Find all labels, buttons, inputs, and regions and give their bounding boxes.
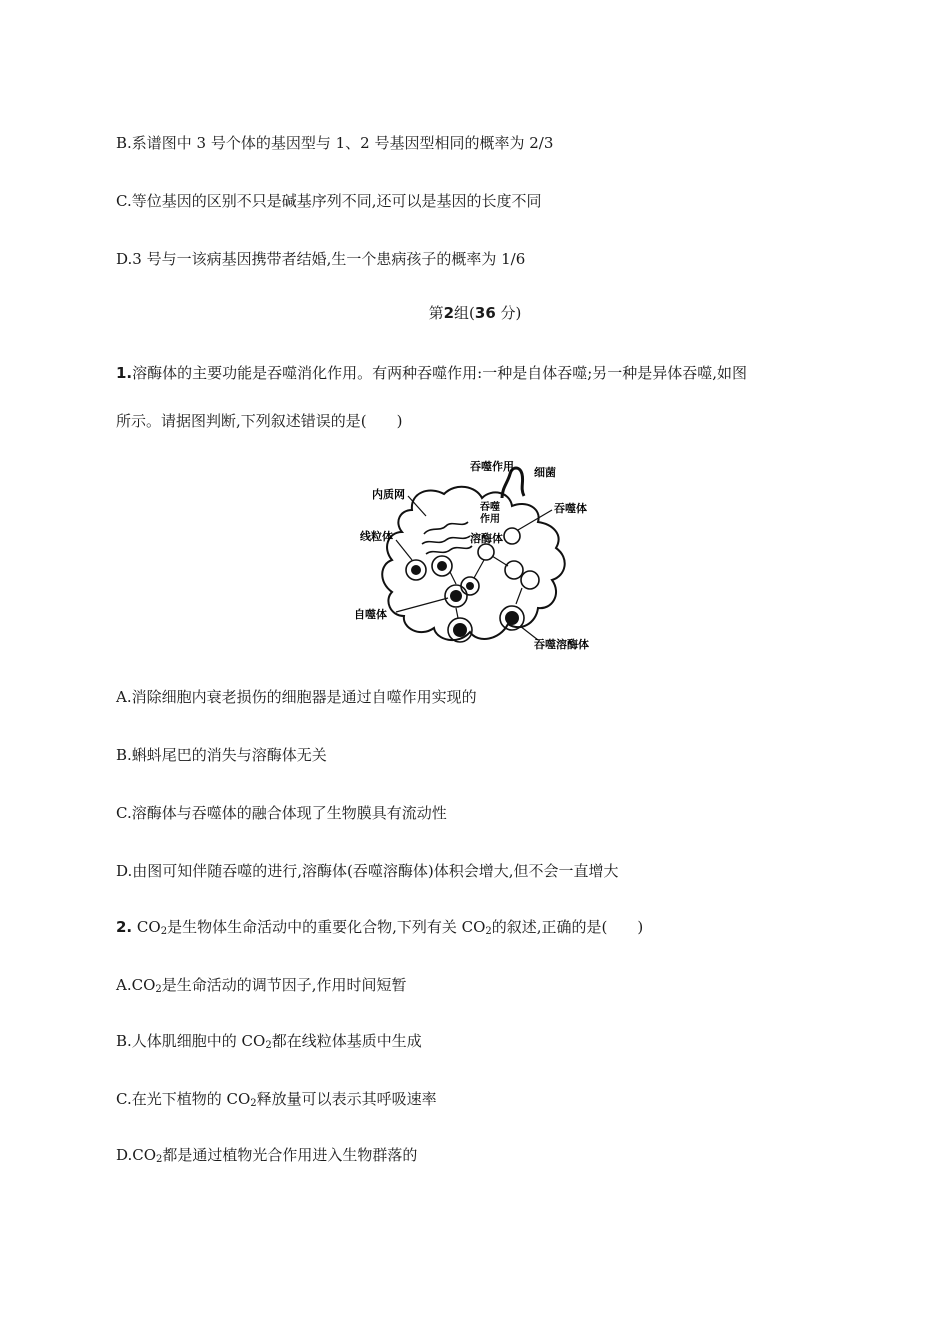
q2-option-b-post: 都在线粒体基质中生成 [271,1032,422,1050]
q2-sub-2: 2 [485,926,492,937]
label-mitochondria: 线粒体 [360,530,393,543]
label-phago-small-2: 作用 [480,514,500,525]
q2-stem-b: 是生物体生命活动中的重要化合物,下列有关 CO [167,918,486,936]
q2-sub-1: 2 [160,926,168,937]
vesicle-2 [521,571,539,589]
vesicle-1 [505,561,523,579]
q1-option-c: C.溶酶体与吞噬体的融合体现了生物膜具有流动性 [116,804,447,822]
section-score: 36 [474,304,496,322]
q1-stem-line1 [116,362,747,383]
er-shape [422,522,472,554]
q2-option-c-pre: C.在光下植物的 CO [116,1090,251,1108]
q1-option-a: A.消除细胞内衰老损伤的细胞器是通过自噬作用实现的 [116,688,477,706]
label-phagosome: 吞噬体 [554,502,587,515]
label-phago-small-1: 吞噬 [480,502,500,513]
q1-option-b: B.蝌蚪尾巴的消失与溶酶体无关 [116,746,327,764]
label-er: 内质网 [372,488,405,501]
label-phagocytosis: 吞噬作用 [470,460,514,473]
q2-number: 2. [116,918,133,936]
label-lysosome: 溶酶体 [470,532,503,545]
q1-option-d: D.由图可知伴随吞噬的进行,溶酶体(吞噬溶酶体)体积会增大,但不会一直增大 [116,862,619,880]
q2-option-c-sub: 2 [250,1098,257,1109]
q2-option-c-post: 释放量可以表示其呼吸速率 [256,1090,437,1108]
cell-membrane [382,487,564,640]
section-number: 2 [443,304,455,322]
q2-option-d-sub: 2 [156,1154,163,1165]
q2-stem-c: 的叙述,正确的是( ) [491,918,644,936]
label-autophagosome: 自噬体 [354,608,387,621]
q1-number: 1. [116,364,133,382]
q2-option-d [116,1144,417,1165]
q2-option-a-pre: A.CO [116,976,156,994]
q1-stem-line2: 所示。请据图判断,下列叙述错误的是( ) [116,412,403,430]
section-mid: 组( [454,304,475,322]
option-d-top: D.3 号与一该病基因携带者结婚,生一个患病孩子的概率为 1/6 [116,250,526,268]
q2-stem-a: CO [132,918,161,936]
phagosome [504,528,520,544]
option-c-top: C.等位基因的区别不只是碱基序列不同,还可以是基因的长度不同 [116,192,542,210]
q2-option-b-pre: B.人体肌细胞中的 CO [116,1032,266,1050]
q2-stem [116,916,643,937]
q1-text-1: 溶酶体的主要功能是吞噬消化作用。有两种吞噬作用:一种是自体吞噬;另一种是异体吞噬,如图 [132,364,748,382]
q2-option-a-post: 是生命活动的调节因子,作用时间短暂 [161,976,407,994]
lysosome [478,544,494,560]
q2-option-b-sub: 2 [265,1040,272,1051]
q2-option-b [116,1030,422,1051]
lysosome-figure [352,452,602,662]
q2-option-a [116,974,407,995]
q2-option-d-post: 都是通过植物光合作用进入生物群落的 [162,1146,418,1164]
q2-option-a-sub: 2 [155,984,162,995]
section-prefix: 第 [428,304,444,322]
label-phagolysosome: 吞噬溶酶体 [534,638,589,651]
option-b-top: B.系谱图中 3 号个体的基因型与 1、2 号基因型相同的概率为 2/3 [116,134,554,152]
section-suffix: 分) [495,304,522,322]
q2-option-d-pre: D.CO [116,1146,157,1164]
label-bacteria: 细菌 [534,466,556,479]
q2-option-c [116,1088,437,1109]
section-heading [0,302,950,323]
cell-diagram [352,452,602,662]
